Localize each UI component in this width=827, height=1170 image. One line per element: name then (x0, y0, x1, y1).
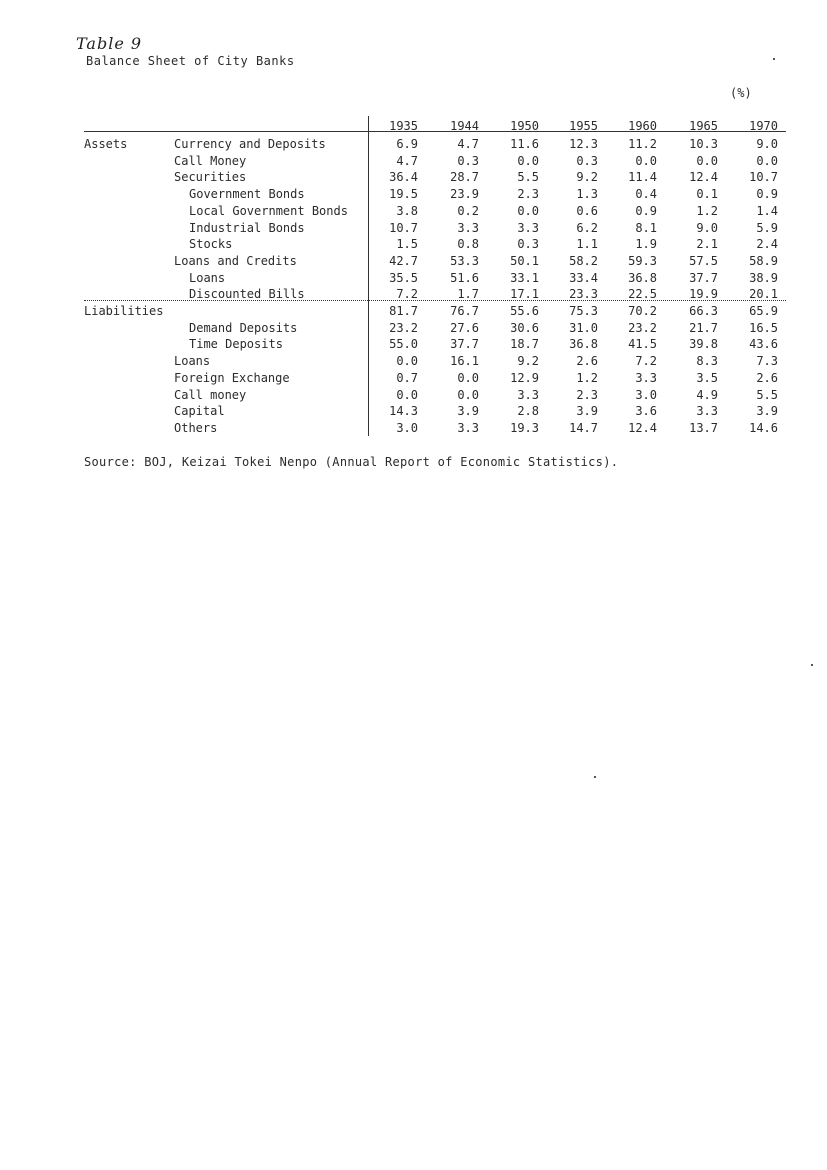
row-label: Others (174, 420, 218, 435)
row-label: Time Deposits (189, 337, 283, 352)
row-label: Local Government Bonds (189, 203, 348, 218)
value-cell: 0.9 (635, 203, 657, 218)
year-header-6: 1970 (749, 119, 778, 133)
row-label: Loans and Credits (174, 253, 297, 268)
table-row (0, 370, 827, 387)
table-row (0, 270, 827, 287)
value-cell: 0.0 (396, 354, 418, 369)
table-row (0, 403, 827, 420)
value-cell: 3.3 (517, 387, 539, 402)
value-cell: 11.2 (628, 137, 657, 151)
value-cell: 1.4 (756, 203, 778, 218)
value-cell: 3.5 (696, 370, 718, 385)
value-cell: 9.2 (576, 170, 598, 185)
value-cell: 23.2 (389, 320, 418, 335)
value-cell: 12.3 (569, 137, 598, 151)
value-cell: 2.8 (517, 404, 539, 419)
value-cell: 35.5 (389, 270, 418, 285)
value-cell: 37.7 (689, 270, 718, 285)
value-cell: 10.7 (749, 170, 778, 185)
value-cell: 27.6 (450, 320, 479, 335)
value-cell: 39.8 (689, 337, 718, 352)
value-cell: 28.7 (450, 170, 479, 185)
value-cell: 11.6 (510, 137, 539, 151)
value-cell: 10.3 (689, 137, 718, 151)
row-label: Currency and Deposits (174, 137, 326, 151)
source-note: Source: BOJ, Keizai Tokei Nenpo (Annual Report of Economic Statistics). (84, 455, 619, 469)
value-cell: 0.0 (635, 153, 657, 168)
value-cell: 8.3 (696, 354, 718, 369)
value-cell: 6.9 (396, 137, 418, 151)
value-cell: 55.6 (510, 304, 539, 318)
value-cell: 7.2 (396, 287, 418, 302)
value-cell: 5.9 (756, 220, 778, 235)
value-cell: 0.8 (457, 237, 479, 252)
value-cell: 57.5 (689, 253, 718, 268)
table-row (0, 203, 827, 220)
value-cell: 43.6 (749, 337, 778, 352)
value-cell: 33.4 (569, 270, 598, 285)
year-header-5: 1965 (689, 119, 718, 133)
value-cell: 37.7 (450, 337, 479, 352)
value-cell: 17.1 (510, 287, 539, 302)
value-cell: 51.6 (450, 270, 479, 285)
value-cell: 42.7 (389, 253, 418, 268)
value-cell: 55.0 (389, 337, 418, 352)
value-cell: 16.1 (450, 354, 479, 369)
value-cell: 8.1 (635, 220, 657, 235)
value-cell: 9.0 (756, 137, 778, 151)
row-label: Discounted Bills (189, 287, 305, 302)
row-label: Stocks (189, 237, 233, 252)
value-cell: 1.7 (457, 287, 479, 302)
row-label: Capital (174, 404, 225, 419)
value-cell: 0.0 (457, 387, 479, 402)
year-header-1: 1944 (450, 119, 479, 133)
value-cell: 18.7 (510, 337, 539, 352)
value-cell: 0.7 (396, 370, 418, 385)
value-cell: 7.2 (635, 354, 657, 369)
value-cell: 10.7 (389, 220, 418, 235)
value-cell: 0.0 (517, 153, 539, 168)
year-header-3: 1955 (569, 119, 598, 133)
value-cell: 36.4 (389, 170, 418, 185)
value-cell: 1.1 (576, 237, 598, 252)
table-row (0, 253, 827, 270)
value-cell: 3.0 (396, 420, 418, 435)
value-cell: 0.0 (457, 370, 479, 385)
row-label: Call money (174, 387, 247, 402)
value-cell: 0.3 (576, 153, 598, 168)
value-cell: 1.3 (576, 187, 598, 202)
table-row (0, 353, 827, 370)
value-cell: 0.0 (756, 153, 778, 168)
value-cell: 4.7 (396, 153, 418, 168)
value-cell: 36.8 (569, 337, 598, 352)
table-row (0, 186, 827, 203)
row-label: Loans (174, 354, 211, 369)
value-cell: 19.9 (689, 287, 718, 302)
row-label: Government Bonds (189, 187, 305, 202)
header-rule (84, 131, 786, 132)
value-cell: 20.1 (749, 287, 778, 302)
value-cell: 19.5 (389, 187, 418, 202)
value-cell: 0.2 (457, 203, 479, 218)
value-cell: 58.2 (569, 253, 598, 268)
value-cell: 59.3 (628, 253, 657, 268)
value-cell: 3.6 (635, 404, 657, 419)
value-cell: 3.9 (756, 404, 778, 419)
value-cell: 33.1 (510, 270, 539, 285)
value-cell: 14.3 (389, 404, 418, 419)
value-cell: 22.5 (628, 287, 657, 302)
value-cell: 23.9 (450, 187, 479, 202)
row-label: Call Money (174, 153, 247, 168)
table-row (0, 220, 827, 237)
value-cell: 0.0 (517, 203, 539, 218)
value-cell: 9.0 (696, 220, 718, 235)
value-cell: 21.7 (689, 320, 718, 335)
value-cell: 1.9 (635, 237, 657, 252)
value-cell: 3.8 (396, 203, 418, 218)
value-cell: 31.0 (569, 320, 598, 335)
value-cell: 14.6 (749, 420, 778, 435)
value-cell: 5.5 (517, 170, 539, 185)
value-cell: 30.6 (510, 320, 539, 335)
year-header-4: 1960 (628, 119, 657, 133)
value-cell: 3.9 (576, 404, 598, 419)
value-cell: 0.3 (517, 237, 539, 252)
value-cell: 13.7 (689, 420, 718, 435)
value-cell: 23.2 (628, 320, 657, 335)
value-cell: 70.2 (628, 304, 657, 318)
year-header-2: 1950 (510, 119, 539, 133)
value-cell: 58.9 (749, 253, 778, 268)
value-cell: 0.3 (457, 153, 479, 168)
value-cell: 3.3 (457, 220, 479, 235)
value-cell: 41.5 (628, 337, 657, 352)
value-cell: 2.4 (756, 237, 778, 252)
value-cell: 1.2 (696, 203, 718, 218)
value-cell: 16.5 (749, 320, 778, 335)
table-row (0, 136, 827, 153)
value-cell: 38.9 (749, 270, 778, 285)
row-label: Loans (189, 270, 226, 285)
row-label: Foreign Exchange (174, 370, 290, 385)
value-cell: 76.7 (450, 304, 479, 318)
handwritten-table-label: Table 9 (76, 34, 143, 53)
table-row (0, 169, 827, 186)
value-cell: 2.6 (756, 370, 778, 385)
value-cell: 3.9 (457, 404, 479, 419)
value-cell: 65.9 (749, 304, 778, 318)
value-cell: 0.1 (696, 187, 718, 202)
scan-speck (594, 776, 596, 778)
value-cell: 12.4 (628, 420, 657, 435)
value-cell: 2.3 (517, 187, 539, 202)
scan-speck (811, 664, 813, 666)
table-row (0, 303, 827, 320)
value-cell: 2.6 (576, 354, 598, 369)
value-cell: 19.3 (510, 420, 539, 435)
value-cell: 75.3 (569, 304, 598, 318)
table-row (0, 336, 827, 353)
value-cell: 0.4 (635, 187, 657, 202)
value-cell: 4.7 (457, 137, 479, 151)
section-label: Assets (84, 137, 128, 151)
value-cell: 14.7 (569, 420, 598, 435)
row-label: Industrial Bonds (189, 220, 305, 235)
row-label: Demand Deposits (189, 320, 298, 335)
value-cell: 3.0 (635, 387, 657, 402)
value-cell: 12.4 (689, 170, 718, 185)
value-cell: 12.9 (510, 370, 539, 385)
value-cell: 81.7 (389, 304, 418, 318)
table-row (0, 236, 827, 253)
table-row (0, 420, 827, 437)
value-cell: 6.2 (576, 220, 598, 235)
value-cell: 3.3 (457, 420, 479, 435)
value-cell: 1.5 (396, 237, 418, 252)
value-cell: 1.2 (576, 370, 598, 385)
value-cell: 66.3 (689, 304, 718, 318)
table-row (0, 153, 827, 170)
value-cell: 53.3 (450, 253, 479, 268)
section-label: Liabilities (84, 304, 164, 318)
value-cell: 0.9 (756, 187, 778, 202)
value-cell: 3.3 (517, 220, 539, 235)
value-cell: 5.5 (756, 387, 778, 402)
row-label: Securities (174, 170, 247, 185)
value-cell: 3.3 (696, 404, 718, 419)
value-cell: 23.3 (569, 287, 598, 302)
table-row (0, 286, 827, 303)
value-cell: 7.3 (756, 354, 778, 369)
value-cell: 2.3 (576, 387, 598, 402)
value-cell: 3.3 (635, 370, 657, 385)
value-cell: 0.0 (696, 153, 718, 168)
value-cell: 11.4 (628, 170, 657, 185)
value-cell: 0.6 (576, 203, 598, 218)
value-cell: 36.8 (628, 270, 657, 285)
table-row (0, 320, 827, 337)
scan-speck (773, 58, 775, 60)
value-cell: 50.1 (510, 253, 539, 268)
value-cell: 2.1 (696, 237, 718, 252)
value-cell: 9.2 (517, 354, 539, 369)
value-cell: 0.0 (396, 387, 418, 402)
value-cell: 4.9 (696, 387, 718, 402)
table-title: Balance Sheet of City Banks (86, 54, 295, 68)
year-header-0: 1935 (389, 119, 418, 133)
unit-label: (%) (730, 86, 752, 100)
table-row (0, 387, 827, 404)
